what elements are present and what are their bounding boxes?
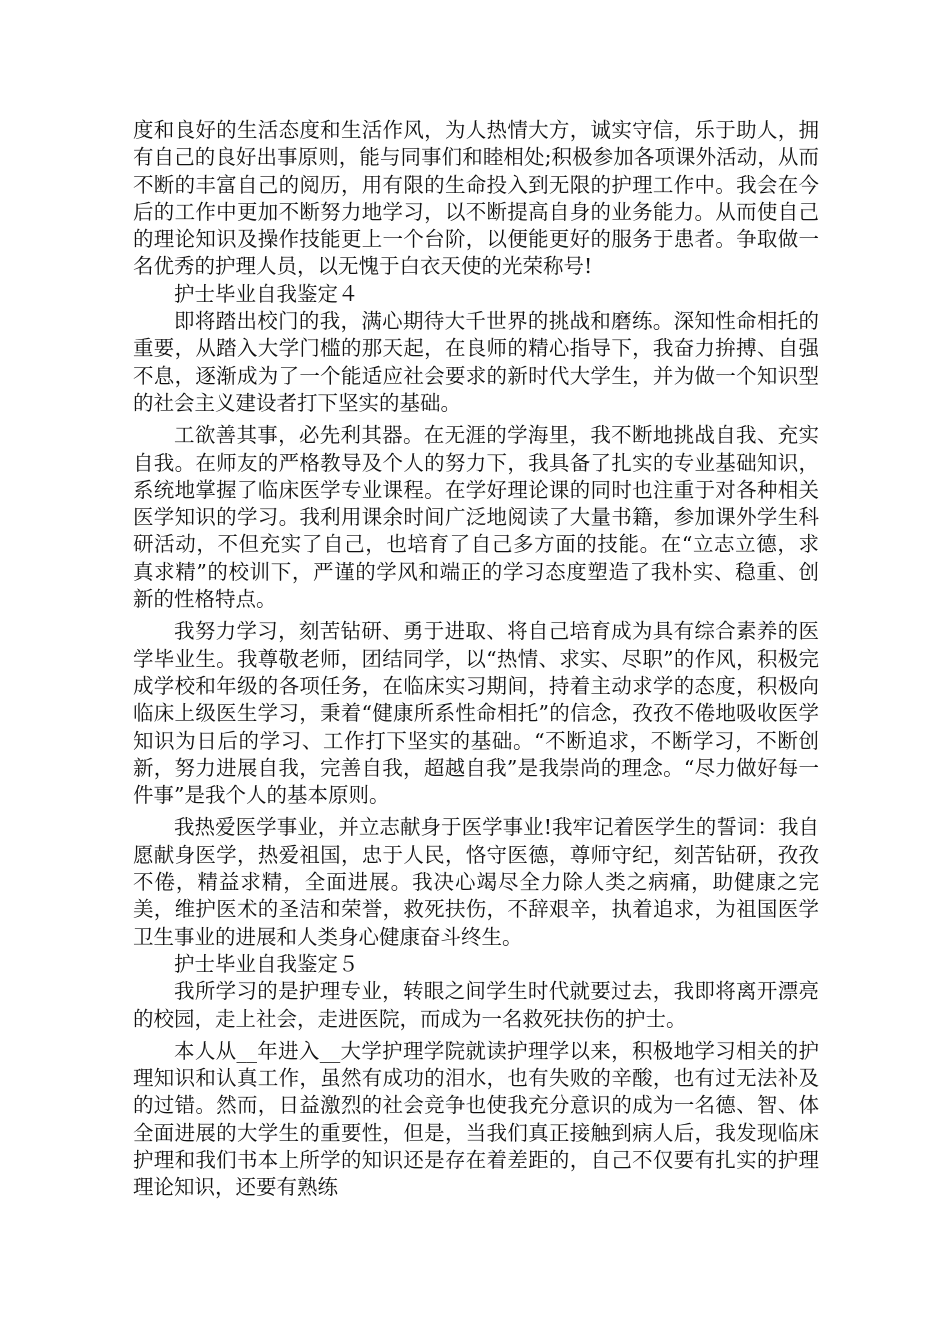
document-body bbox=[133, 117, 819, 1202]
section-heading-4: 护士毕业自我鉴定４ bbox=[174, 281, 359, 306]
paragraph-continuation: 度和良好的生活态度和生活作风，为人热情大方，诚实守信，乐于助人，拥有自己的良好出事原则，能与同事们和睦相处;积极参加各项课外活动，从而不断的丰富自己的阅历，用有限的生命投入到无限的护理工作中。我会在今后的工作中更加不断努力地学习，以不断提高自身的业务能力。从而使自己的理论知识及操作技能更上一个台阶，以便能更好的服务于患者。争取做一名优秀的护理人员，以无愧于白衣天使的光荣称号! bbox=[133, 118, 819, 279]
paragraph: 本人从__年进入__大学护理学院就读护理学以来，积极地学习相关的护理知识和认真工作，虽然有成功的泪水，也有失败的辛酸，也有过无法补及的过错。然而，日益激烈的社会竞争也使我充分意识的成为一名德、智、体全面进展的大学生的重要性，但是，当我们真正接触到病人后，我发现临床护理和我们书本上所学的知识还是存在着差距的，自己不仅要有扎实的护理理论知识，还要有熟练 bbox=[133, 1038, 819, 1200]
paragraph: 我热爱医学事业，并立志献身于医学事业!我牢记着医学生的誓词：我自愿献身医学，热爱祖国，忠于人民，恪守医德，尊师守纪，刻苦钻研，孜孜不倦，精益求精，全面进展。我决心竭尽全力除人类之病痛，助健康之完美，维护医术的圣洁和荣誉，救死扶伤，不辞艰辛，执着追求，为祖国医学卫生事业的进展和人类身心健康奋斗终生。 bbox=[133, 815, 819, 949]
paragraph: 即将踏出校门的我，满心期待大千世界的挑战和磨练。深知性命相托的重要，从踏入大学门槛的那天起，在良师的精心指导下，我奋力拚搏、自强不息，逐渐成为了一个能适应社会要求的新时代大学生，并为做一个知识型的社会主义建设者打下坚实的基础。 bbox=[133, 309, 819, 415]
paragraph: 我努力学习，刻苦钻研、勇于进取、将自己培育成为具有综合素养的医学毕业生。我尊敬老师，团结同学，以“热情、求实、尽职”的作风，积极完成学校和年级的各项任务，在临床实习期间，持着主动求学的态度，积极向临床上级医生学习，秉着“健康所系性命相托”的信念，孜孜不倦地吸收医学知识为日后的学习、工作打下坚实的基础。“不断追求，不断学习，不断创新，努力进展自我，完善自我，超越自我”是我崇尚的理念。“尽力做好每一件事”是我个人的基本原则。 bbox=[133, 619, 819, 808]
paragraph: 工欲善其事，必先利其器。在无涯的学海里，我不断地挑战自我、充实自我。在师友的严格教导及个人的努力下，我具备了扎实的专业基础知识，系统地掌握了临床医学专业课程。在学好理论课的同时也注重于对各种相关医学知识的学习。我利用课余时间广泛地阅读了大量书籍，参加课外学生科研活动，不但充实了自己，也培育了自己多方面的技能。在“立志立德，求真求精”的校训下，严谨的学风和端正的学习态度塑造了我朴实、稳重、创新的性格特点。 bbox=[133, 423, 819, 612]
section-heading-5: 护士毕业自我鉴定５ bbox=[174, 951, 359, 976]
paragraph: 我所学习的是护理专业，转眼之间学生时代就要过去，我即将离开漂亮的校园，走上社会，走进医院，而成为一名救死扶伤的护士。 bbox=[133, 979, 819, 1031]
